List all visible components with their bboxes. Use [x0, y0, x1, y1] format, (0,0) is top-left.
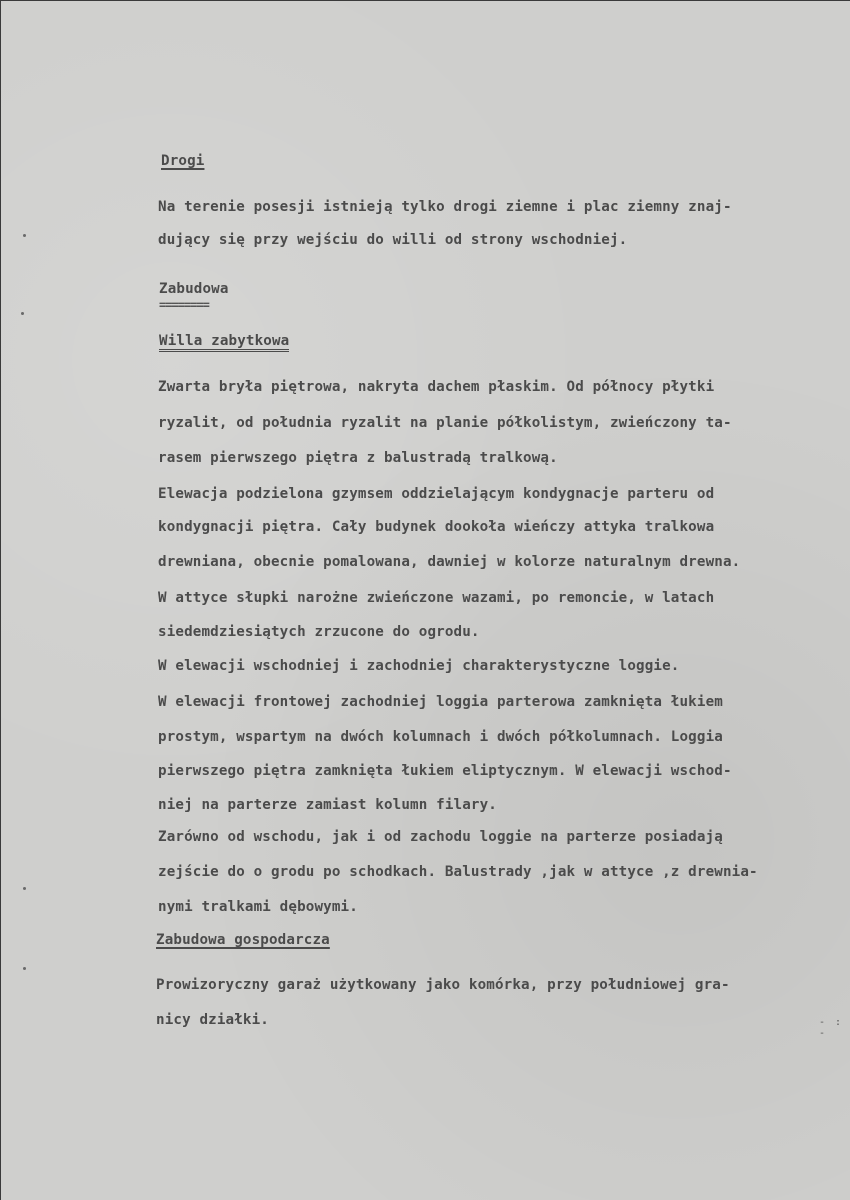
text-line: W elewacji wschodniej i zachodniej charakterystyczne loggie. [158, 658, 680, 674]
text-line: Elewacja podzielona gzymsem oddzielającym kondygnacje parteru od [158, 486, 715, 502]
text-line: rasem pierwszego piętra z balustradą tralkową. [158, 450, 558, 466]
heading-roads: Drogi [161, 153, 205, 169]
heading-farm-buildings: Zabudowa gospodarcza [156, 932, 330, 948]
text-line: siedemdziesiątych zrzucone do ogrodu. [158, 624, 480, 640]
text-line: Prowizoryczny garaż użytkowany jako komórka, przy południowej gra- [156, 977, 730, 993]
text-line: zejście do o grodu po schodkach. Balustrady ,jak w attyce ,z drewnia- [158, 864, 758, 880]
text-line: drewniana, obecnie pomalowana, dawniej w kolorze naturalnym drewna. [158, 554, 741, 570]
text-line: Na terenie posesji istnieją tylko drogi ziemne i plac ziemny znaj- [158, 199, 732, 215]
text-line: ryzalit, od południa ryzalit na planie półkolistym, zwieńczony ta- [158, 415, 732, 431]
margin-mark: - : - [819, 1017, 844, 1039]
text-line: niej na parterze zamiast kolumn filary. [158, 797, 497, 813]
heading-villa: Willa zabytkowa [159, 334, 289, 352]
text-line: Zwarta bryła piętrowa, nakryta dachem płaskim. Od północy płytki [158, 379, 715, 395]
text-line: nymi tralkami dębowymi. [158, 899, 358, 915]
margin-dot [21, 312, 24, 315]
text-line: dujący się przy wejściu do willi od strony wschodniej. [158, 232, 628, 248]
text-line: pierwszego piętra zamknięta łukiem eliptycznym. W elewacji wschod- [158, 763, 732, 779]
heading-underline: ======== [159, 298, 209, 312]
text-line: prostym, wspartym na dwóch kolumnach i dwóch półkolumnach. Loggia [158, 729, 723, 745]
text-line: Zarówno od wschodu, jak i od zachodu loggie na parterze posiadają [158, 829, 723, 845]
margin-dot [23, 967, 26, 970]
margin-dot [23, 887, 26, 890]
text-line: W attyce słupki narożne zwieńczone wazami, po remoncie, w latach [158, 590, 715, 606]
margin-dot [23, 234, 26, 237]
text-line: nicy działki. [156, 1012, 269, 1028]
text-line: kondygnacji piętra. Cały budynek dookoła wieńczy attyka tralkowa [158, 519, 715, 535]
heading-buildings: Zabudowa [159, 281, 229, 297]
text-line: W elewacji frontowej zachodniej loggia parterowa zamknięta łukiem [158, 694, 723, 710]
